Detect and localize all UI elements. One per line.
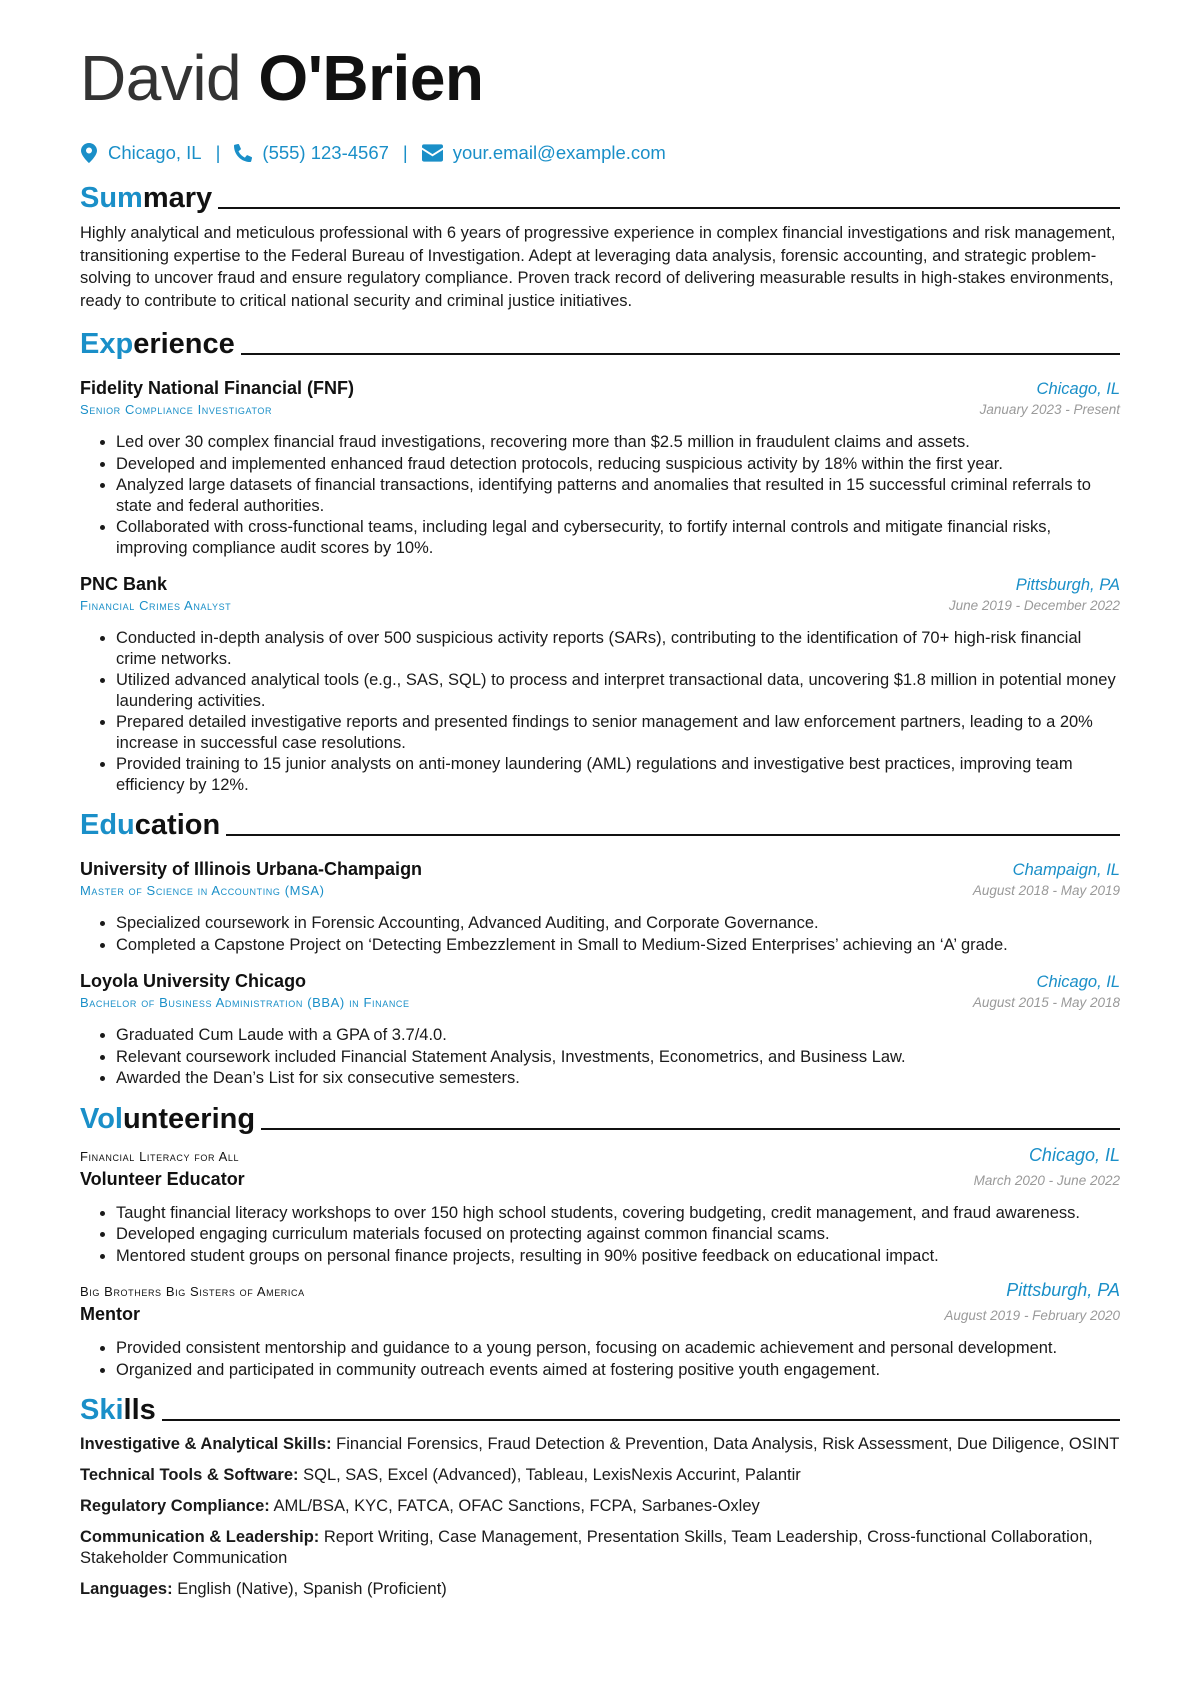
envelope-icon [422, 143, 443, 163]
list-item: • Utilized advanced analytical tools (e.g., SAS, SQL) to process and interpret transactional data, uncovering $1.8 million in potential money laundering activities. [116, 670, 1120, 711]
list-item: • Provided consistent mentorship and guidance to a young person, focusing on academic achievement and personal development. [116, 1338, 1120, 1359]
volunteer-bullets [80, 1338, 1120, 1380]
list-item: • Prepared detailed investigative reports and presented findings to senior management and law enforcement partners, leading to a 20% increase in successful case resolutions. [116, 712, 1120, 753]
degree: Master of Science in Accounting (MSA) [80, 883, 325, 898]
skill-line [80, 1496, 1120, 1517]
skill-values: SQL, SAS, Excel (Advanced), Tableau, LexisNexis Accurint, Palantir [298, 1466, 801, 1484]
job-title: Financial Crimes Analyst [80, 598, 232, 613]
summary-text: Highly analytical and meticulous professional with 6 years of progressive experience in complex financial investigations and risk management, transitioning expertise to the Federal Bureau of Investigation. Adept at leveraging data analysis, forensic accounting, and strategic problem-solving to uncover fraud and ensure regulatory compliance. Proven track record of delivering measurable results in high-stakes environments, ready to contribute to critical national security and criminal justice initiatives. [80, 224, 1116, 310]
job-bullets [80, 432, 1120, 558]
list-item: • Provided training to 15 junior analysts on anti-money laundering (AML) regulations and investigative best practices, improving team efficiency by 12%. [116, 754, 1120, 795]
skill-line [80, 1434, 1120, 1455]
phone-icon [234, 143, 252, 163]
school-name: Loyola University Chicago [80, 971, 307, 991]
job-bullets [80, 628, 1120, 795]
contact-location [80, 142, 202, 164]
skills-heading [80, 1392, 1120, 1428]
skill-category: Investigative & Analytical Skills: [80, 1435, 332, 1453]
contact-email[interactable] [422, 142, 666, 164]
job-entry [80, 376, 1120, 558]
skill-category: Languages: [80, 1580, 173, 1598]
job-title: Senior Compliance Investigator [80, 402, 273, 417]
volunteer-dates: March 2020 - June 2022 [973, 1172, 1120, 1188]
list-item: • Graduated Cum Laude with a GPA of 3.7/4.0. [116, 1025, 1120, 1046]
section-title: Education [80, 809, 221, 841]
phone-text[interactable]: (555) 123-4567 [262, 142, 389, 163]
volunteer-dates: August 2019 - February 2020 [944, 1308, 1120, 1323]
experience-heading [80, 326, 1120, 362]
section-rule [226, 834, 1120, 836]
company-name: Fidelity National Financial (FNF) [80, 378, 355, 398]
job-entry [80, 572, 1120, 795]
school-dates: August 2018 - May 2019 [972, 883, 1120, 898]
section-rule [218, 207, 1120, 209]
skill-values: AML/BSA, KYC, FATCA, OFAC Sanctions, FCPA, Sarbanes-Oxley [269, 1497, 760, 1515]
skill-values: Report Writing, Case Management, Presentation Skills, Team Leadership, Cross-functional Collaboration, Stakeholder Communication [80, 1528, 1093, 1567]
company-name: PNC Bank [80, 574, 168, 594]
skill-category: Communication & Leadership: [80, 1528, 320, 1546]
skill-values: English (Native), Spanish (Proficient) [172, 1580, 447, 1598]
list-item: • Developed and implemented enhanced fraud detection protocols, reducing suspicious activity by 18% within the first year. [116, 454, 1120, 475]
volunteer-org: Financial Literacy for All [80, 1148, 240, 1164]
skill-line [80, 1465, 1120, 1486]
school-name: University of Illinois Urbana-Champaign [80, 859, 423, 879]
section-title: Skills [80, 1394, 156, 1426]
job-location: Chicago, IL [1036, 380, 1120, 398]
volunteer-role: Mentor [80, 1304, 140, 1324]
job-dates: June 2019 - December 2022 [948, 598, 1120, 613]
volunteering-heading [80, 1101, 1120, 1137]
list-item: • Mentored student groups on personal finance projects, resulting in 90% positive feedback on educational impact. [116, 1246, 1120, 1267]
list-item: • Analyzed large datasets of financial transactions, identifying patterns and anomalies that resulted in 15 successful criminal referrals to state and federal authorities. [116, 475, 1120, 516]
school-location: Chicago, IL [1036, 973, 1120, 991]
education-heading [80, 807, 1120, 843]
skill-category: Technical Tools & Software: [80, 1466, 299, 1484]
section-rule [261, 1128, 1120, 1130]
section-title: Summary [80, 182, 213, 214]
volunteer-entry [80, 1280, 1120, 1380]
skill-line [80, 1527, 1120, 1569]
job-location: Pittsburgh, PA [1015, 576, 1120, 594]
section-rule [241, 353, 1120, 355]
skill-line [80, 1579, 1120, 1600]
last-name: O'Brien [258, 42, 484, 114]
section-rule [162, 1419, 1120, 1421]
list-item: • Developed engaging curriculum materials focused on protecting against common financial scams. [116, 1224, 1120, 1245]
education-entry [80, 857, 1120, 955]
summary-heading [80, 180, 1120, 216]
list-item: • Completed a Capstone Project on ‘Detecting Embezzlement in Small to Medium-Sized Enterprises’ achieving an ‘A’ grade. [116, 935, 1120, 956]
school-dates: August 2015 - May 2018 [972, 995, 1120, 1010]
volunteer-role: Volunteer Educator [80, 1168, 245, 1189]
education-bullets [80, 1025, 1120, 1089]
education-entry [80, 969, 1120, 1089]
list-item: • Awarded the Dean’s List for six consecutive semesters. [116, 1068, 1120, 1089]
location-text: Chicago, IL [108, 142, 202, 163]
volunteer-location: Pittsburgh, PA [1006, 1280, 1120, 1300]
list-item: • Relevant coursework included Financial Statement Analysis, Investments, Econometrics, and Business Law. [116, 1047, 1120, 1068]
degree: Bachelor of Business Administration (BBA) in Finance [80, 995, 410, 1010]
first-name: David [80, 42, 242, 114]
list-item: • Taught financial literacy workshops to over 150 high school students, covering budgeting, credit management, and fraud awareness. [116, 1203, 1120, 1224]
candidate-name [80, 42, 1120, 114]
section-title: Volunteering [80, 1102, 256, 1135]
list-item: • Organized and participated in community outreach events aimed at fostering positive youth engagement. [116, 1360, 1120, 1381]
contact-line [80, 142, 1120, 164]
job-dates: January 2023 - Present [979, 402, 1120, 417]
email-link[interactable]: your.email@example.com [452, 142, 666, 163]
section-title: Experience [80, 328, 235, 360]
contact-phone[interactable] [234, 142, 389, 164]
list-item: • Collaborated with cross-functional teams, including legal and cybersecurity, to fortify internal controls and mitigate financial risks, improving compliance audit scores by 10%. [116, 517, 1120, 558]
list-item: • Specialized coursework in Forensic Accounting, Advanced Auditing, and Corporate Governance. [116, 913, 1120, 934]
education-bullets [80, 913, 1120, 955]
list-item: • Conducted in-depth analysis of over 500 suspicious activity reports (SARs), contributing to the identification of 70+ high-risk financial crime networks. [116, 628, 1120, 669]
volunteer-org: Big Brothers Big Sisters of America [80, 1284, 305, 1299]
map-pin-icon [80, 143, 98, 163]
volunteer-location: Chicago, IL [1028, 1144, 1120, 1165]
school-location: Champaign, IL [1012, 861, 1120, 879]
list-item: • Led over 30 complex financial fraud investigations, recovering more than $2.5 million in fraudulent claims and assets. [116, 432, 1120, 453]
volunteer-bullets [80, 1203, 1120, 1267]
contact-separator: | [402, 142, 408, 163]
volunteer-entry [80, 1145, 1120, 1267]
skill-values: Financial Forensics, Fraud Detection & Prevention, Data Analysis, Risk Assessment, Due Diligence, OSINT [331, 1435, 1120, 1453]
skill-category: Regulatory Compliance: [80, 1497, 270, 1515]
contact-separator: | [215, 142, 221, 163]
